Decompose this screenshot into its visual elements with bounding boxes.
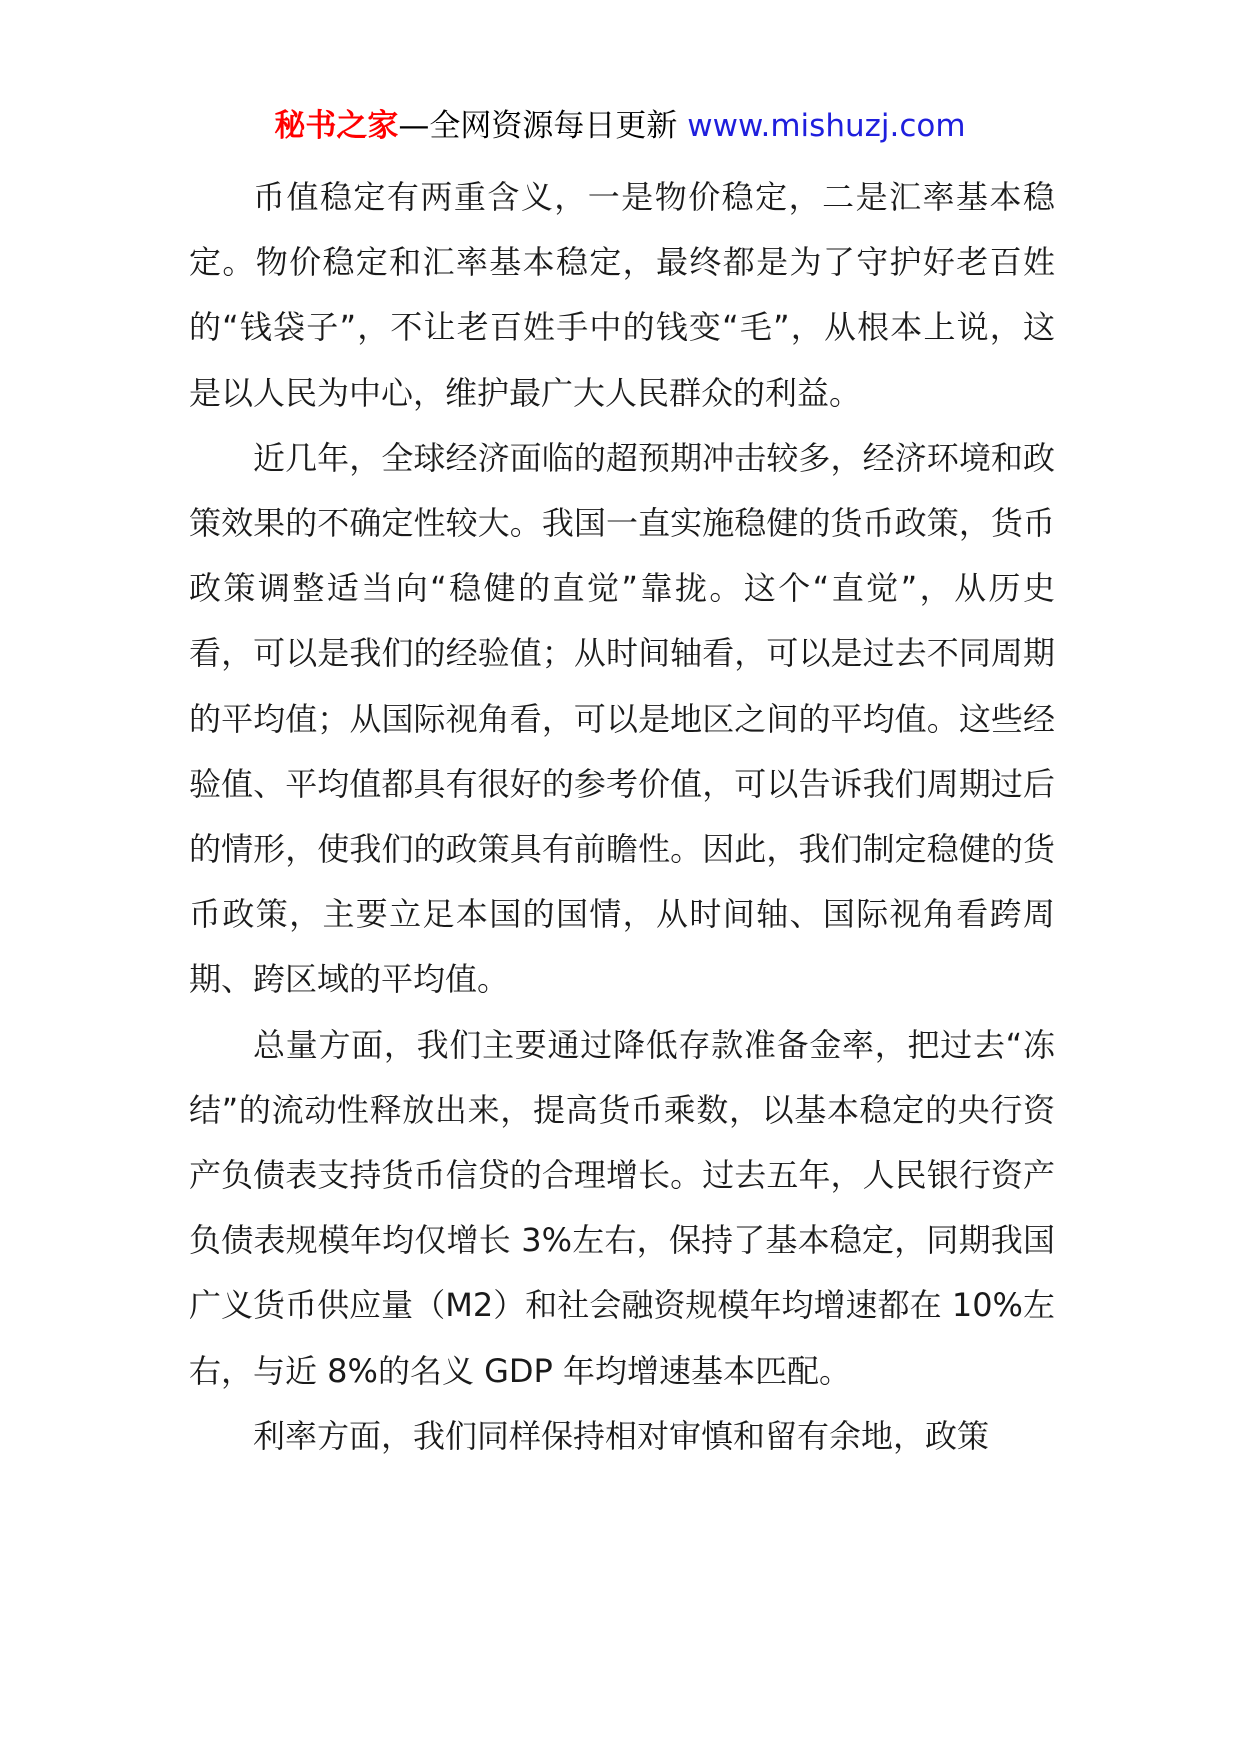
paragraph: 近几年，全球经济面临的超预期冲击较多，经济环境和政策效果的不确定性较大。我国一直实施稳健的货币政策，货币政策调整适当向“稳健的直觉”靠拢。这个“直觉”，从历史看，可以是我们的经验值；从时间轴看，可以是过去不同周期的平均值；从国际视角看，可以是地区之间的平均值。这些经验值、平均值都具有很好的参考价值，可以告诉我们周期过后的情形，使我们的政策具有前瞻性。因此，我们制定稳健的货币政策，主要立足本国的国情，从时间轴、国际视角看跨周期、跨区域的平均值。 bbox=[189, 438, 1055, 999]
site-url-link[interactable]: www.mishuzj.com bbox=[687, 108, 966, 144]
paragraph: 总量方面，我们主要通过降低存款准备金率，把过去“冻结”的流动性释放出来，提高货币乘数，以基本稳定的央行资产负债表支持货币信贷的合理增长。过去五年，人民银行资产负债表规模年均仅增长 3%左右，保持了基本稳定，同期我国广义货币供应量（M2）和社会融资规模年均增速都在 10%左右，与近 8%的名义 GDP 年均增速基本匹配。 bbox=[189, 1025, 1055, 1390]
header-tagline: —全网资源每日更新 bbox=[398, 108, 688, 144]
brand-name: 秘书之家 bbox=[274, 108, 399, 144]
site-header bbox=[0, 104, 1240, 148]
paragraph: 币值稳定有两重含义，一是物价稳定，二是汇率基本稳定。物价稳定和汇率基本稳定，最终都是为了守护好老百姓的“钱袋子”，不让老百姓手中的钱变“毛”，从根本上说，这是以人民为中心，维护最广大人民群众的利益。 bbox=[189, 178, 1055, 412]
document-body bbox=[189, 165, 1055, 1469]
paragraph: 利率方面，我们同样保持相对审慎和留有余地，政策 bbox=[253, 1416, 990, 1455]
